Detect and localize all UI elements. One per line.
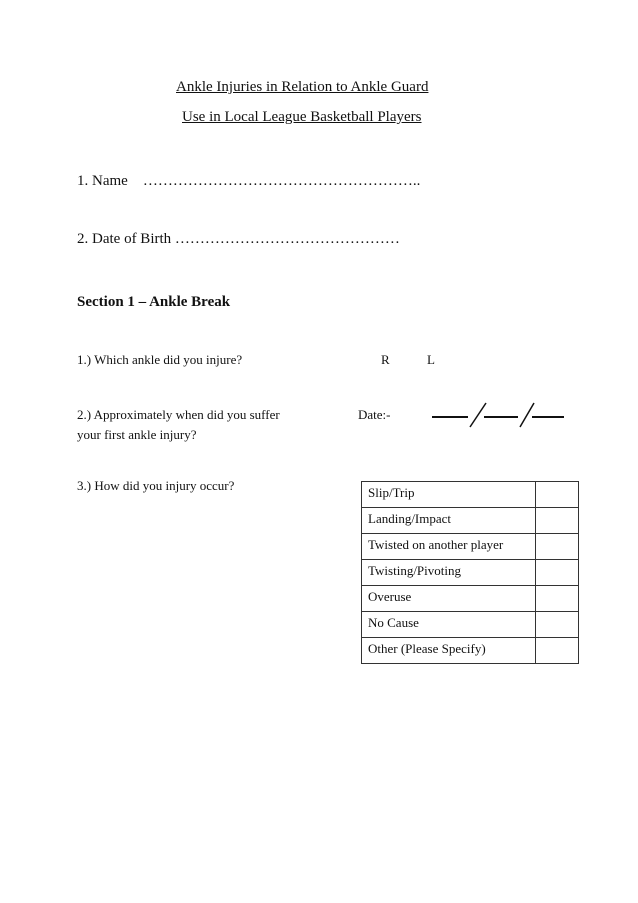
name-label: 1. Name bbox=[77, 173, 128, 189]
name-field[interactable] bbox=[77, 173, 420, 190]
question-2-line-1: 2.) Approximately when did you suffer bbox=[77, 407, 280, 422]
cause-label: Overuse bbox=[362, 586, 536, 612]
injury-cause-table bbox=[361, 481, 579, 664]
cause-checkbox[interactable] bbox=[536, 482, 579, 508]
question-3-text: 3.) How did you injury occur? bbox=[77, 478, 235, 493]
cause-checkbox[interactable] bbox=[536, 612, 579, 638]
question-2-line-2: your first ankle injury? bbox=[77, 427, 197, 442]
cause-checkbox[interactable] bbox=[536, 560, 579, 586]
form-title-line-2: Use in Local League Basketball Players bbox=[182, 109, 422, 125]
table-row bbox=[362, 638, 579, 664]
table-row bbox=[362, 534, 579, 560]
dob-field[interactable] bbox=[77, 231, 400, 248]
dob-dotted-line[interactable]: ……………………………………… bbox=[174, 231, 400, 247]
form-title-line-1: Ankle Injuries in Relation to Ankle Guard bbox=[176, 79, 429, 95]
date-input-lines[interactable] bbox=[430, 402, 565, 428]
cause-checkbox[interactable] bbox=[536, 586, 579, 612]
cause-label: Slip/Trip bbox=[362, 482, 536, 508]
cause-label: Twisting/Pivoting bbox=[362, 560, 536, 586]
table-row bbox=[362, 560, 579, 586]
table-row bbox=[362, 482, 579, 508]
cause-label: Landing/Impact bbox=[362, 508, 536, 534]
cause-label: Twisted on another player bbox=[362, 534, 536, 560]
table-row bbox=[362, 612, 579, 638]
cause-checkbox[interactable] bbox=[536, 534, 579, 560]
ankle-option-left[interactable]: L bbox=[427, 352, 435, 367]
section-1-heading: Section 1 – Ankle Break bbox=[77, 294, 231, 310]
question-2-text bbox=[77, 405, 280, 445]
question-1-text: 1.) Which ankle did you injure? bbox=[77, 352, 243, 367]
dob-label: 2. Date of Birth bbox=[77, 231, 172, 247]
cause-label: No Cause bbox=[362, 612, 536, 638]
cause-label: Other (Please Specify) bbox=[362, 638, 536, 664]
name-dotted-line[interactable]: ……………………………………………….. bbox=[142, 173, 421, 189]
table-row bbox=[362, 508, 579, 534]
table-row bbox=[362, 586, 579, 612]
date-label: Date:- bbox=[358, 407, 391, 422]
cause-checkbox[interactable] bbox=[536, 638, 579, 664]
cause-checkbox[interactable] bbox=[536, 508, 579, 534]
ankle-option-right[interactable]: R bbox=[381, 352, 390, 367]
